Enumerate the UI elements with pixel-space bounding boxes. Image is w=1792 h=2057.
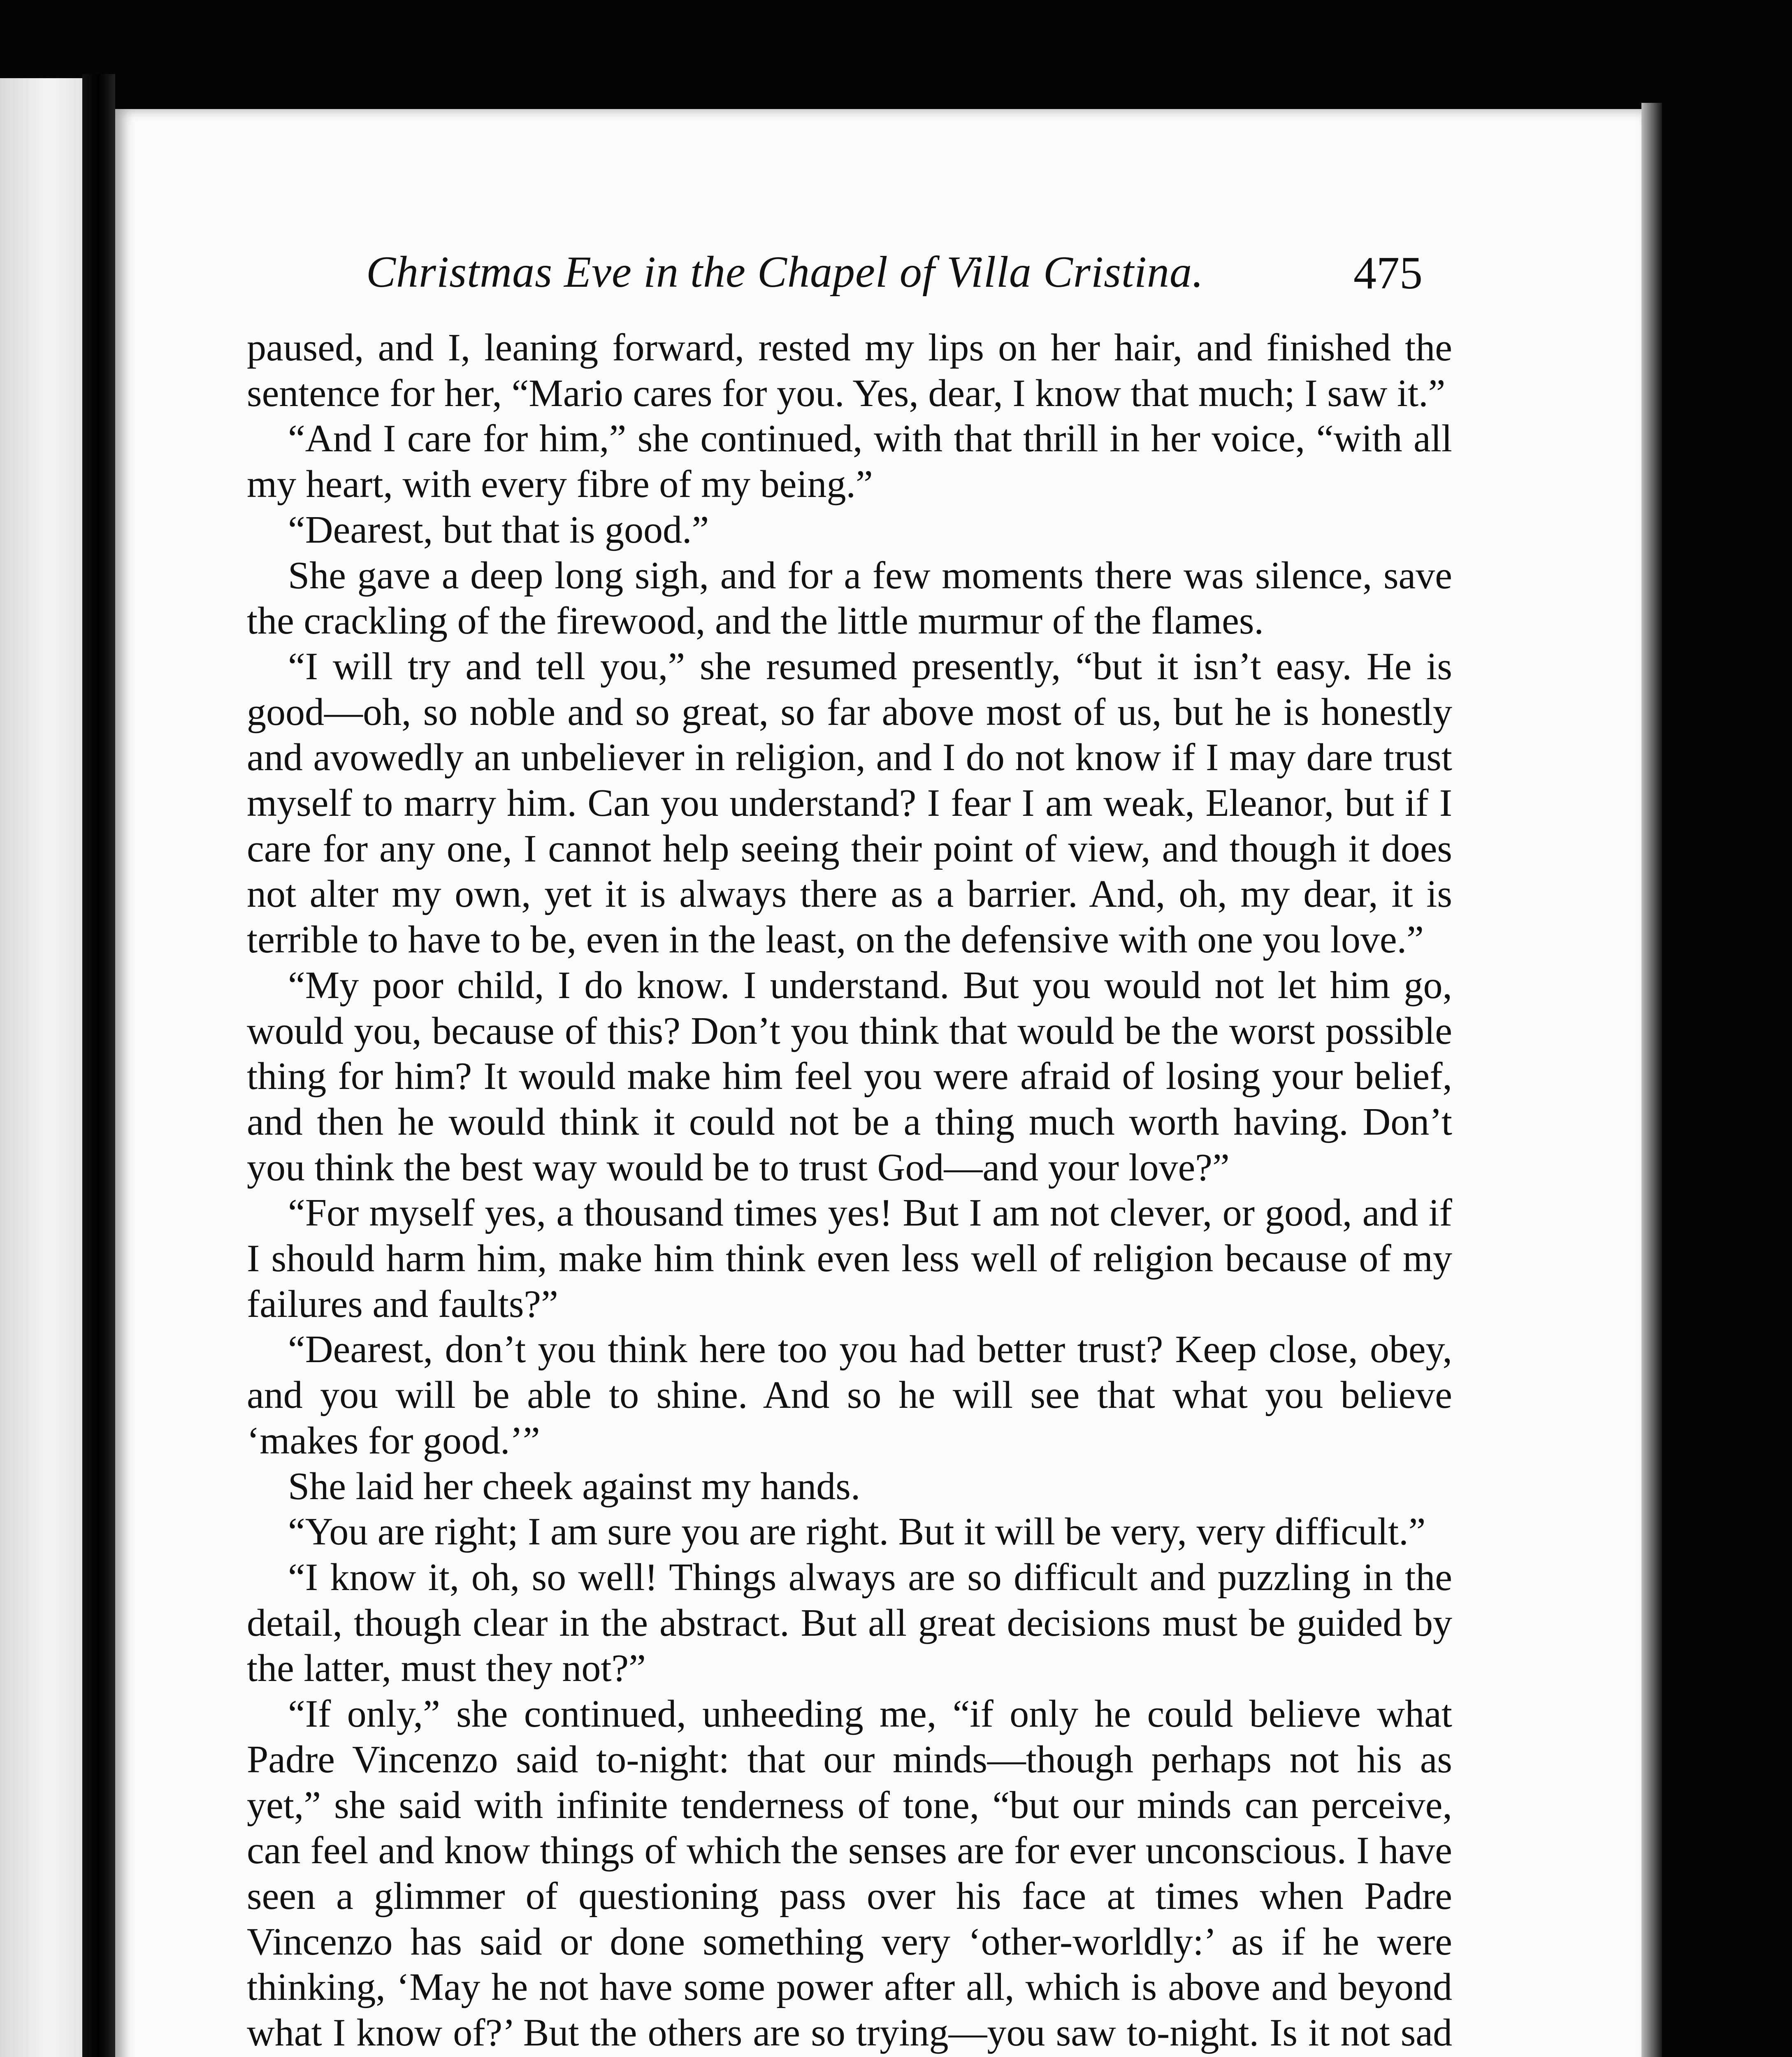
paragraph: paused, and I, leaning forward, rested my lips on her hair, and finished the sentence for her, “Mario cares for you. Yes, dear, I know that much; I saw it.”: [247, 326, 1452, 415]
paragraph: “I know it, oh, so well! Things always are so difficult and puzzling in the detail, though clear in the abstract. But all great decisions must be guided by the latter, must they not?”: [247, 1556, 1452, 1690]
page-right-edge: [1641, 103, 1662, 2057]
facing-page-edge: [0, 78, 88, 2057]
paragraph: “You are right; I am sure you are right. But it will be very, very difficult.”: [288, 1510, 1426, 1553]
paragraph: “My poor child, I do know. I understand. But you would not let him go, would you, because of this? Don’t you think that would be the worst possible thing for him? It would make him feel you were afraid of losing your belief, and then he would think it could not be a thing much worth having. Don’t you think the best way would be to trust God—and your love?”: [247, 963, 1452, 1189]
paragraph: She gave a deep long sigh, and for a few moments there was silence, save the crackling of the firewood, and the little murmur of the flames.: [247, 554, 1452, 643]
paragraph: “If only,” she continued, unheeding me, “if only he could believe what Padre Vincenzo said to-night: that our minds—though perhaps not his as yet,” she said with infinite tenderness of tone, “but our minds can perceive, can feel and know things of which the senses are for ever unconscious. I have seen a glimmer of questioning pass over his face at times when Padre Vincenzo has said or done something very ‘other-worldly:’ as if he were thinking, ‘May he not have some power after all, which is above and beyond what I know of?’ But the others are so trying—you saw to-night. Is it not sad: [247, 1692, 1452, 2055]
paragraph: “For myself yes, a thousand times yes! But I am not clever, or good, and if I should harm him, make him think even less well of religion because of my failures and faults?”: [247, 1191, 1452, 1326]
paragraph: “And I care for him,” she continued, with that thrill in her voice, “with all my heart, with every fibre of my being.”: [247, 417, 1452, 506]
book-gutter: [82, 74, 115, 2057]
paragraph: “Dearest, don’t you think here too you had better trust? Keep close, obey, and you will be able to shine. And so he will see that what you believe ‘makes for good.’”: [247, 1328, 1452, 1462]
page-number: 475: [1353, 248, 1423, 299]
paragraph: She laid her cheek against my hands.: [288, 1465, 861, 1508]
paragraph: “I will try and tell you,” she resumed presently, “but it isn’t easy. He is good—oh, so noble and so great, so far above most of us, but he is honestly and avowedly an unbeliever in religion, and I do not know if I may dare trust myself to marry him. Can you understand? I fear I am weak, Eleanor, but if I care for any one, I cannot help seeing their point of view, and though it does not alter my own, yet it is always there as a barrier. And, oh, my dear, it is terrible to have to be, even in the least, on the defensive with one you love.”: [247, 645, 1452, 961]
running-title: Christmas Eve in the Chapel of Villa Cristina.: [366, 248, 1204, 297]
paragraph: “Dearest, but that is good.”: [288, 508, 709, 551]
body-text: [247, 325, 1452, 2057]
